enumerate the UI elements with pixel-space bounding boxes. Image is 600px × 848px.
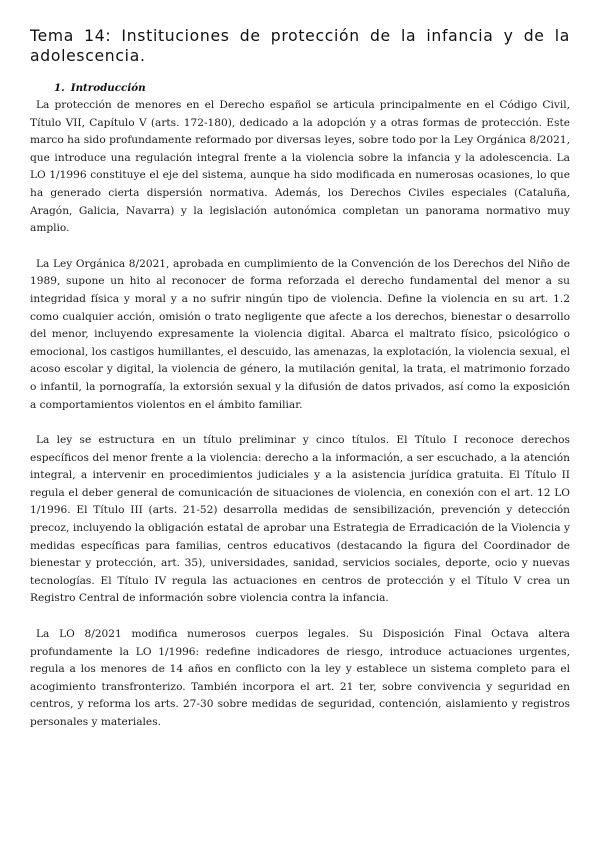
section-heading [54,81,570,95]
paragraph-2: La Ley Orgánica 8/2021, aprobada en cumplimiento de la Convención de los Derechos del Niño de 1989, supone un hito al reconocer de forma reforzada el derecho fundamental del menor a su integridad física y moral y a no sufrir ningún tipo de violencia. Define la violencia en su art. 1.2 como cualquier acción, omisión o trato negligente que afecte a los derechos, bienestar o desarrollo del menor, incluyendo expresamente la violencia digital. Abarca el maltrato físico, psicológico o emocional, los castigos humillantes, el descuido, las amenazas, la explotación, la violencia sexual, el acoso escolar y digital, la violencia de género, la mutilación genital, la trata, el matrimonio forzado o infantil, la pornografía, la extorsión sexual y la difusión de datos privados, así como la exposición a comportamientos violentos en el ámbito familiar. [30,257,570,411]
section-number: 1. [54,82,65,94]
paragraph-3: La ley se estructura en un título preliminar y cinco títulos. El Título I reconoce derechos específicos del menor frente a la violencia: derecho a la información, a ser escuchado, a la atención integral, a intervenir en procedimientos judiciales y a la asistencia jurídica gratuita. El Título II regula el deber general de comunicación de situaciones de violencia, en conexión con el art. 12 LO 1/1996. El Título III (arts. 21-52) desarrolla medidas de sensibilización, prevención y detección precoz, incluyendo la obligación estatal de aprobar una Estrategia de Erradicación de la Violencia y medidas específicas para familias, centros educativos (destacando la figura del Coordinador de bienestar y protección, art. 35), universidades, sanidad, servicios sociales, deporte, ocio y nuevas tecnologías. El Título IV regula las actuaciones en centros de protección y el Título V crea un Registro Central de información sobre violencia contra la infancia. [30,434,570,605]
paragraph-4: La LO 8/2021 modifica numerosos cuerpos legales. Su Disposición Final Octava altera profundamente la LO 1/1996: redefine indicadores de riesgo, introduce actuaciones urgentes, regula a los menores de 14 años en conflicto con la ley y establece un sistema completo para el acogimiento transfronterizo. También incorpora el art. 21 ter, sobre convivencia y seguridad en centros, y reforma los arts. 27-30 sobre medidas de seguridad, contención, aislamiento y registros personales y materiales. [30,628,570,728]
document-title: Tema 14: Instituciones de protección de la infancia y de la adolescencia. [30,27,570,65]
section-title: Introducción [70,82,146,94]
paragraph-1: La protección de menores en el Derecho español se articula principalmente en el Código Civil, Título VII, Capítulo V (arts. 172-180), dedicado a la adopción y a otras formas de protección. Este marco ha sido profundamente reformado por diversas leyes, sobre todo por la Ley Orgánica 8/2021, que introduce una regulación integral frente a la violencia sobre la infancia y la adolescencia. La LO 1/1996 constituye el eje del sistema, aunque ha sido modificada en numerosas ocasiones, lo que ha generado cierta dispersión normativa. Además, los Derechos Civiles especiales (Cataluña, Aragón, Galicia, Navarra) y la legislación autonómica completan un panorama normativo muy amplio. [30,99,570,235]
